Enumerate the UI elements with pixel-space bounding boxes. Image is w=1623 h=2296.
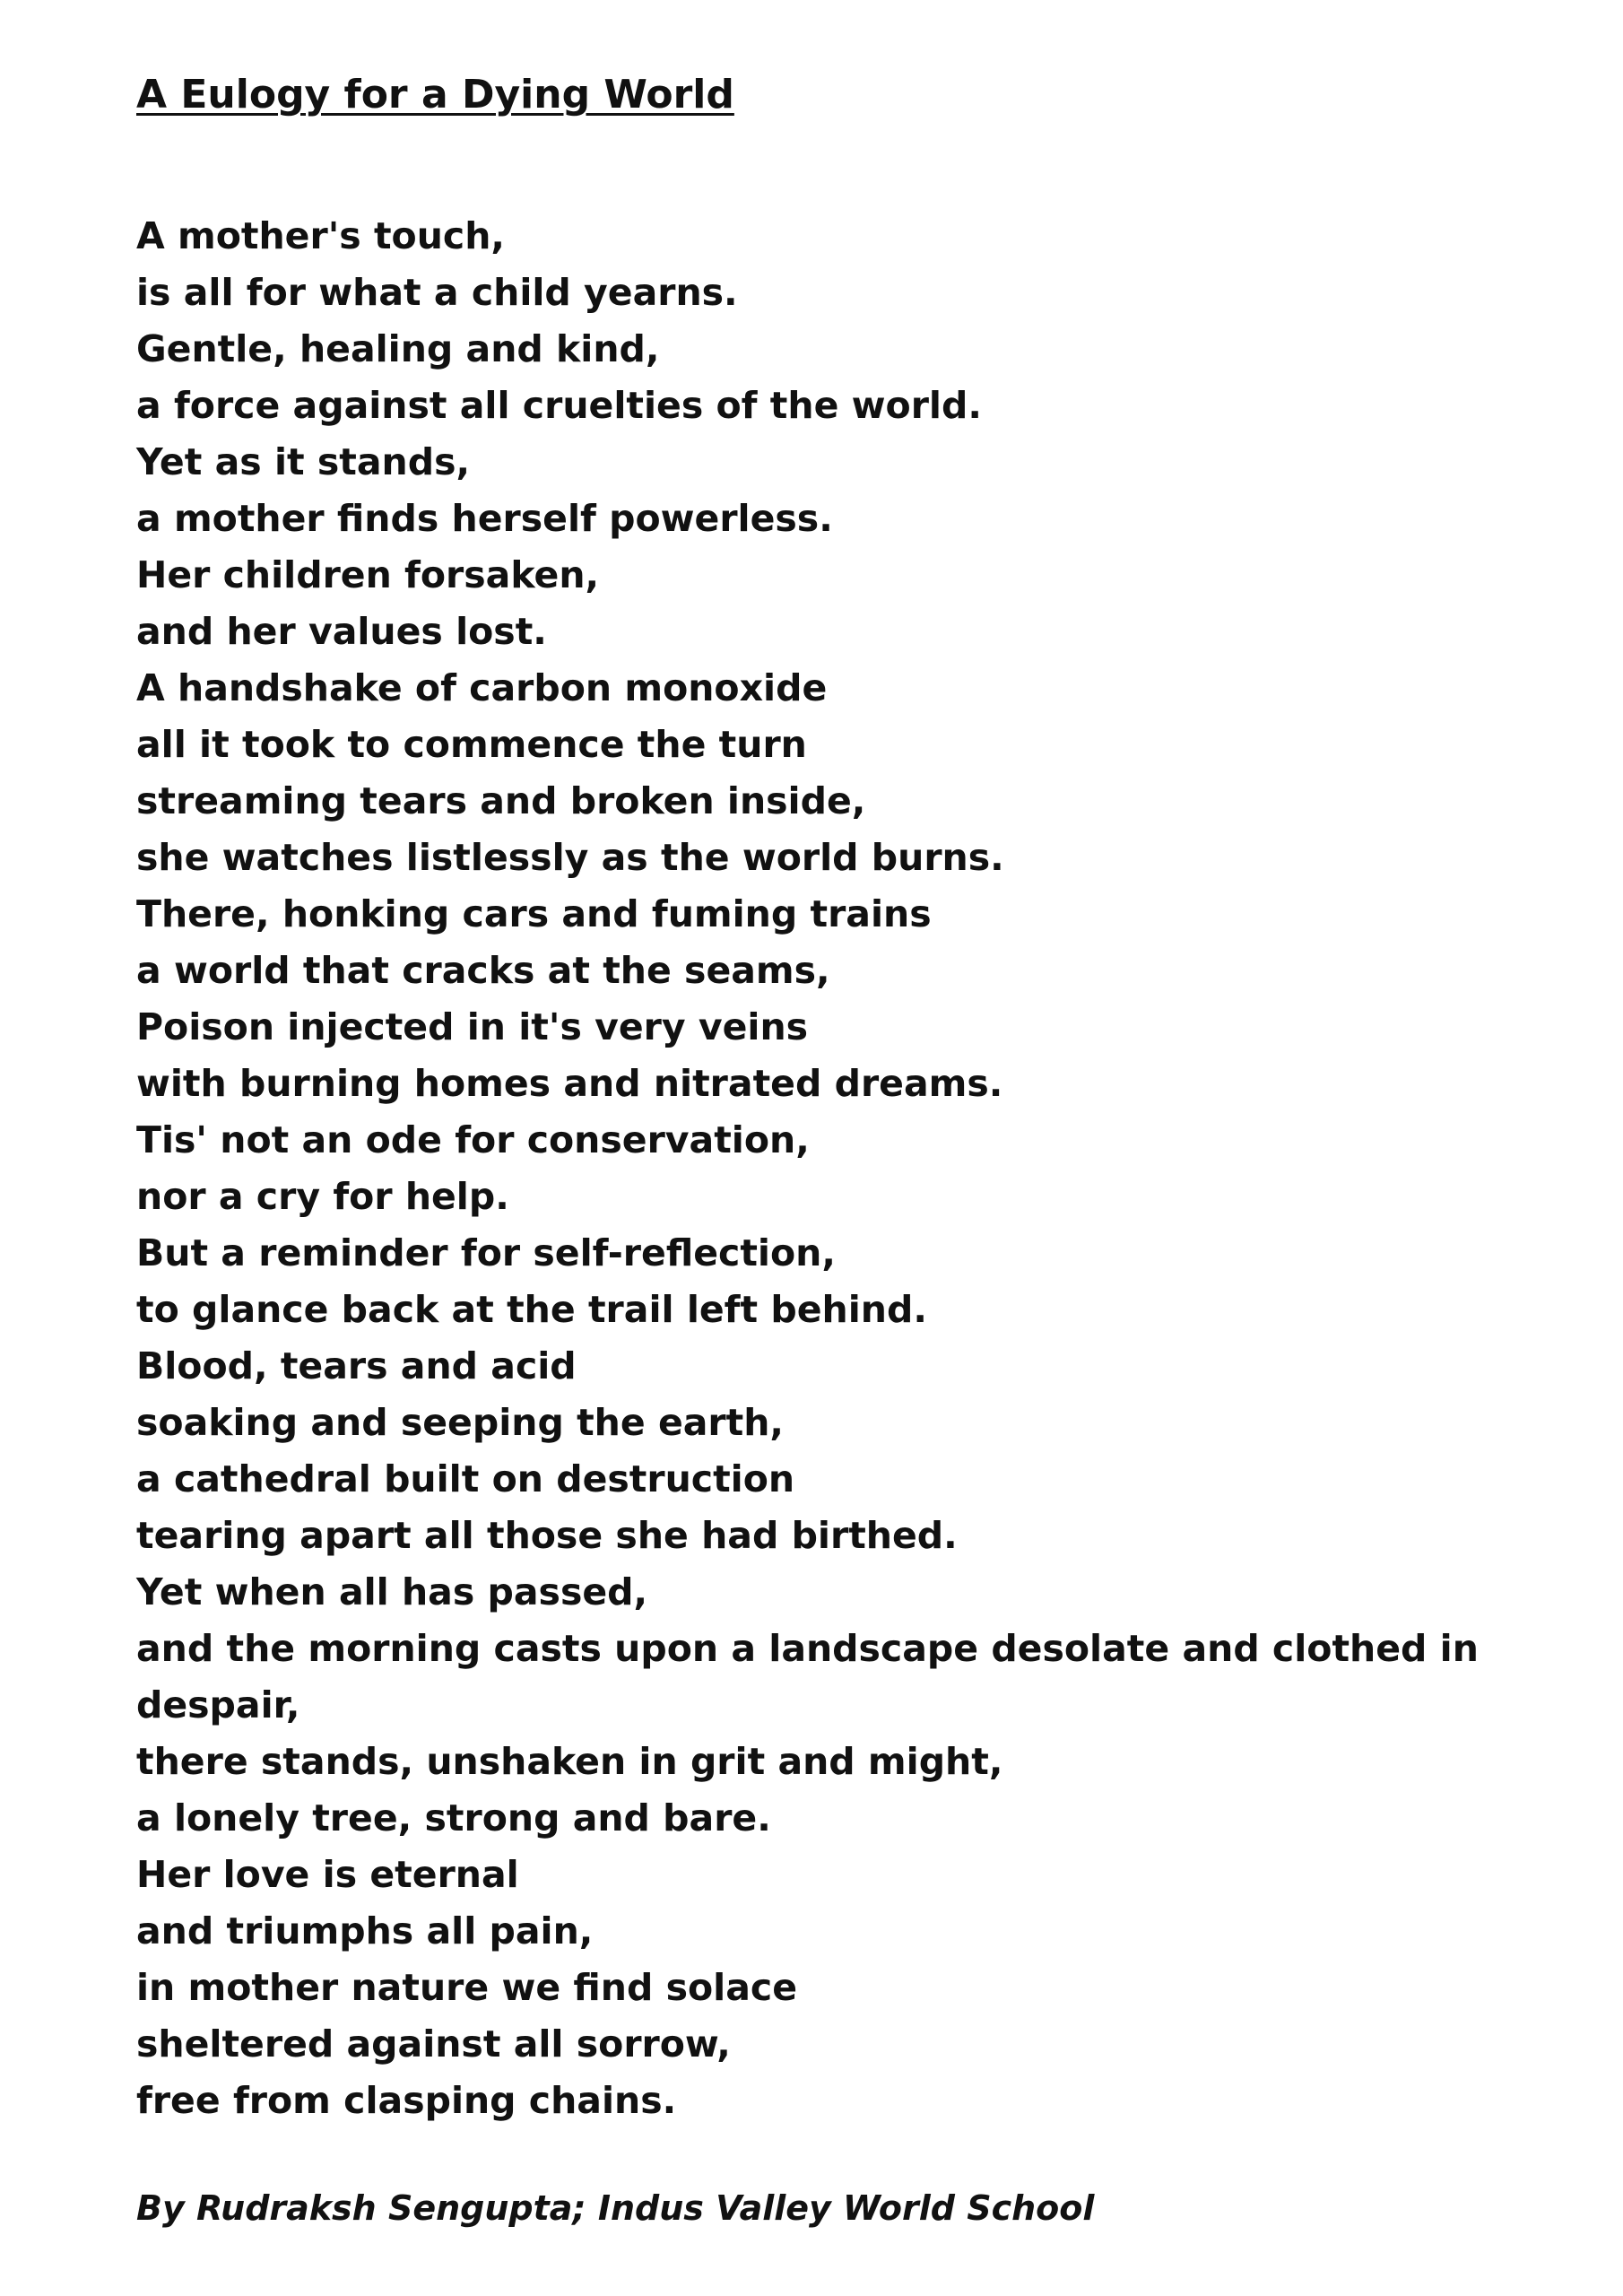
poem-line: she watches listlessly as the world burns. bbox=[136, 836, 1004, 879]
poem-line: free from clasping chains. bbox=[136, 2079, 677, 2122]
poem-line: despair, bbox=[136, 1683, 300, 1726]
poem-line: and triumphs all pain, bbox=[136, 1909, 594, 1952]
poem-line: Yet when all has passed, bbox=[136, 1570, 648, 1613]
poem-line: is all for what a child yearns. bbox=[136, 271, 738, 314]
poem-line: Gentle, healing and kind, bbox=[136, 327, 660, 370]
poem-line: with burning homes and nitrated dreams. bbox=[136, 1062, 1003, 1105]
poem-line: Her children forsaken, bbox=[136, 553, 600, 596]
poem-line: a lonely tree, strong and bare. bbox=[136, 1796, 771, 1839]
poem-line: Yet as it stands, bbox=[136, 440, 471, 483]
poem-title: A Eulogy for a Dying World bbox=[136, 72, 734, 117]
poem-line: a cathedral built on destruction bbox=[136, 1457, 795, 1500]
poem-line: There, honking cars and fuming trains bbox=[136, 892, 932, 935]
poem-line: sheltered against all sorrow, bbox=[136, 2022, 731, 2066]
poem-line: and the morning casts upon a landscape desolate and clothed in bbox=[136, 1627, 1479, 1670]
poem-line: tearing apart all those she had birthed. bbox=[136, 1514, 958, 1557]
poem-line: a force against all cruelties of the world. bbox=[136, 384, 982, 427]
poem-line: in mother nature we find solace bbox=[136, 1966, 797, 2009]
poem-line: and her values lost. bbox=[136, 610, 547, 653]
poem-line: soaking and seeping the earth, bbox=[136, 1401, 785, 1444]
author-byline: By Rudraksh Sengupta; Indus Valley World School bbox=[136, 2188, 1095, 2228]
poem-line: streaming tears and broken inside, bbox=[136, 779, 866, 822]
poem-line: Tis' not an ode for conservation, bbox=[136, 1118, 810, 1161]
poem-line: A handshake of carbon monoxide bbox=[136, 666, 828, 709]
poem-line: a world that cracks at the seams, bbox=[136, 949, 830, 992]
poem-line: Her love is eternal bbox=[136, 1853, 519, 1896]
poem-line: a mother finds herself powerless. bbox=[136, 497, 833, 540]
poem-line: But a reminder for self-reflection, bbox=[136, 1231, 836, 1274]
poem-line: to glance back at the trail left behind. bbox=[136, 1288, 927, 1331]
poem-line: nor a cry for help. bbox=[136, 1175, 509, 1218]
poem-line: Poison injected in it's very veins bbox=[136, 1005, 809, 1048]
poem-line: there stands, unshaken in grit and might, bbox=[136, 1740, 1003, 1783]
poem-line: all it took to commence the turn bbox=[136, 723, 807, 766]
poem-body bbox=[136, 208, 1571, 2129]
poem-line: A mother's touch, bbox=[136, 214, 505, 257]
poem-line: Blood, tears and acid bbox=[136, 1344, 577, 1387]
